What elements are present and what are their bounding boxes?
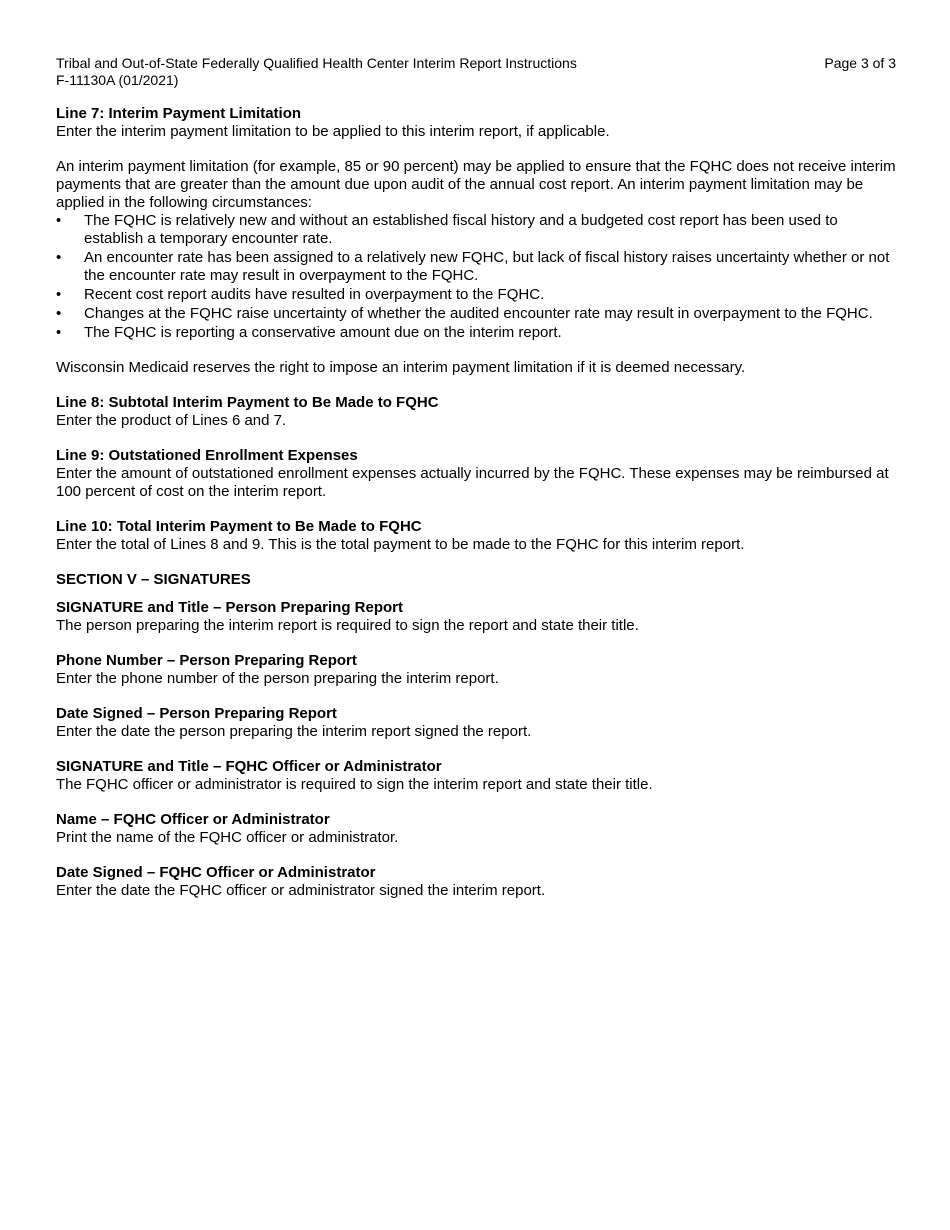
bullet-icon: • bbox=[56, 212, 62, 229]
reserve-note: Wisconsin Medicaid reserves the right to impose an interim payment limitation if it is deemed necessary. bbox=[56, 359, 746, 376]
page-number: Page 3 of 3 bbox=[824, 55, 896, 71]
list-item: • The FQHC is reporting a conservative amount due on the interim report. bbox=[56, 324, 562, 341]
section5-title: SECTION V – SIGNATURES bbox=[56, 571, 251, 588]
signature-item-heading: SIGNATURE and Title – FQHC Officer or Administrator bbox=[56, 758, 442, 775]
line8-text: Enter the product of Lines 6 and 7. bbox=[56, 412, 287, 429]
line7-section bbox=[56, 105, 896, 141]
bullet-icon: • bbox=[56, 324, 62, 341]
signature-item-heading: Date Signed – Person Preparing Report bbox=[56, 705, 337, 722]
line9-section bbox=[56, 447, 896, 501]
line10-section bbox=[56, 518, 896, 554]
circumstances-list bbox=[56, 212, 896, 342]
list-item: • The FQHC is relatively new and without an established fiscal history and a budgeted cost report has been used to establish a temporary encounter rate. bbox=[56, 212, 838, 247]
form-number: F-11130A (01/2021) bbox=[56, 72, 179, 88]
line7-explanation: An interim payment limitation (for example, 85 or 90 percent) may be applied to ensure that the FQHC does not receive interim payments that are greater than the amount due upon audit of the annual cost report. An interim payment limitation may be applied in the following circumstances: bbox=[56, 158, 896, 211]
signature-item-text: Print the name of the FQHC officer or administrator. bbox=[56, 829, 399, 846]
line9-heading: Line 9: Outstationed Enrollment Expenses bbox=[56, 447, 358, 464]
page-header bbox=[56, 55, 896, 89]
signature-item bbox=[56, 705, 896, 741]
bullet-icon: • bbox=[56, 305, 62, 322]
signature-item-text: Enter the phone number of the person preparing the interim report. bbox=[56, 670, 499, 687]
line7-text: Enter the interim payment limitation to be applied to this interim report, if applicable. bbox=[56, 123, 610, 140]
list-item: • Changes at the FQHC raise uncertainty of whether the audited encounter rate may result in overpayment to the FQHC. bbox=[56, 305, 873, 322]
signature-item bbox=[56, 811, 896, 847]
signature-item-text: The person preparing the interim report is required to sign the report and state their title. bbox=[56, 617, 639, 634]
signature-item bbox=[56, 758, 896, 794]
signature-item bbox=[56, 652, 896, 688]
list-item: • Recent cost report audits have resulted in overpayment to the FQHC. bbox=[56, 286, 545, 303]
signature-item-heading: Date Signed – FQHC Officer or Administrator bbox=[56, 864, 376, 881]
bullet-icon: • bbox=[56, 286, 62, 303]
line10-text: Enter the total of Lines 8 and 9. This is the total payment to be made to the FQHC for this interim report. bbox=[56, 536, 745, 553]
line7-heading: Line 7: Interim Payment Limitation bbox=[56, 105, 302, 122]
signature-item-heading: Phone Number – Person Preparing Report bbox=[56, 652, 357, 669]
bullet-icon: • bbox=[56, 249, 62, 266]
document-title: Tribal and Out-of-State Federally Qualified Health Center Interim Report Instructions bbox=[56, 55, 577, 71]
list-item: • An encounter rate has been assigned to a relatively new FQHC, but lack of fiscal history raises uncertainty whether or not the encounter rate may result in overpayment to the FQHC. bbox=[56, 249, 890, 284]
signature-item-heading: Name – FQHC Officer or Administrator bbox=[56, 811, 330, 828]
signature-item bbox=[56, 864, 896, 900]
line9-text: Enter the amount of outstationed enrollment expenses actually incurred by the FQHC. These expenses may be reimbursed at 100 percent of cost on the interim report. bbox=[56, 465, 889, 500]
line10-heading: Line 10: Total Interim Payment to Be Made to FQHC bbox=[56, 518, 422, 535]
document-page bbox=[56, 55, 896, 917]
line8-heading: Line 8: Subtotal Interim Payment to Be Made to FQHC bbox=[56, 394, 439, 411]
signature-item bbox=[56, 599, 896, 635]
signature-item-text: The FQHC officer or administrator is required to sign the interim report and state their title. bbox=[56, 776, 653, 793]
signature-item-text: Enter the date the person preparing the interim report signed the report. bbox=[56, 723, 532, 740]
line8-section bbox=[56, 394, 896, 430]
document-body bbox=[56, 105, 896, 900]
signature-item-text: Enter the date the FQHC officer or administrator signed the interim report. bbox=[56, 882, 546, 899]
signature-item-heading: SIGNATURE and Title – Person Preparing Report bbox=[56, 599, 404, 616]
